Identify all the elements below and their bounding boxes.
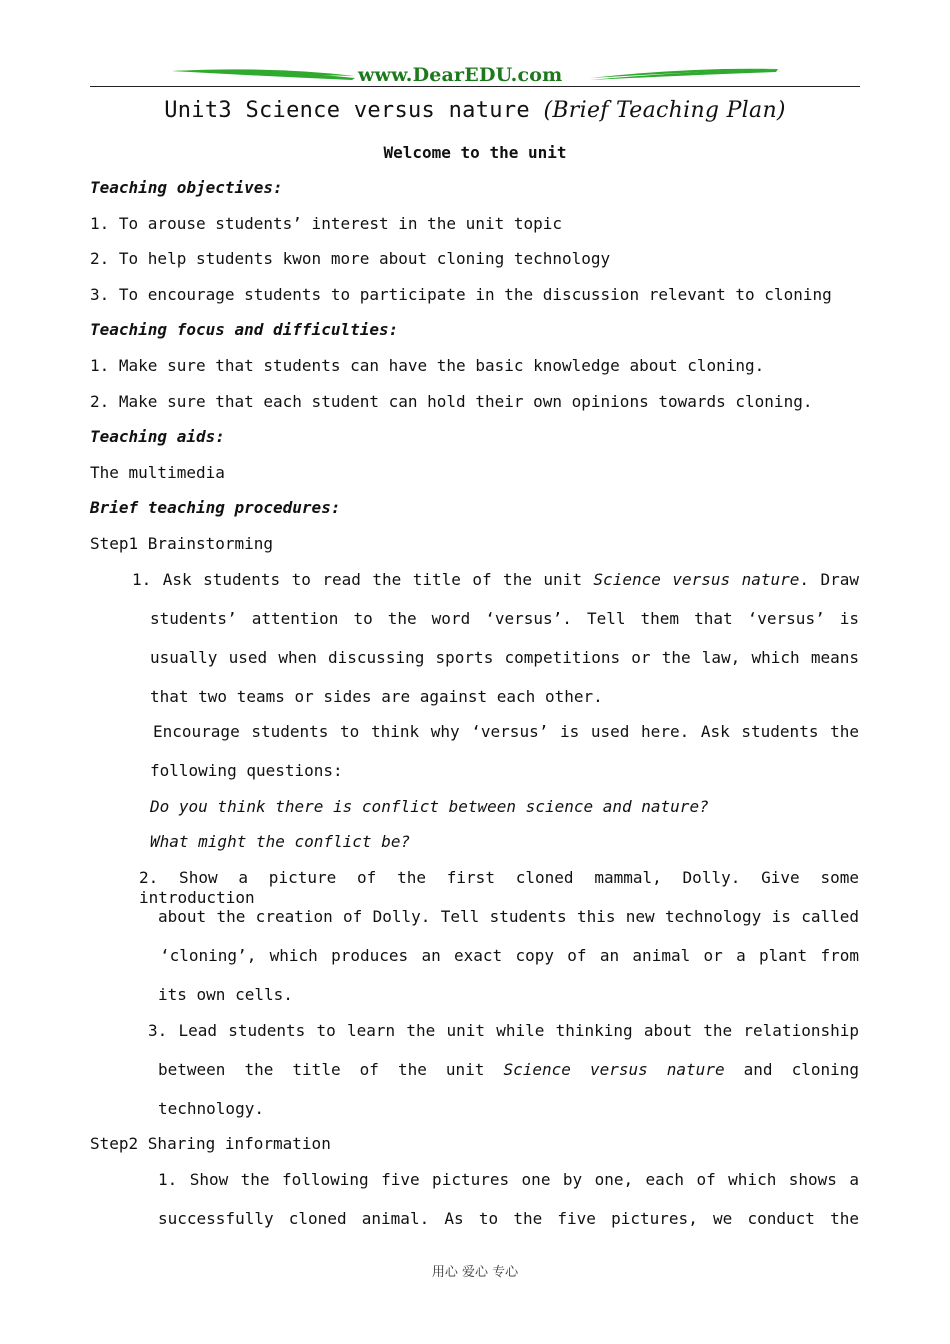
procedures-heading: Brief teaching procedures: xyxy=(90,498,341,517)
focus-heading: Teaching focus and difficulties: xyxy=(90,320,399,339)
step1-item3-line2: between the title of the unit Science versus nature and cloning xyxy=(158,1060,860,1079)
step2-title: Step2 Sharing information xyxy=(90,1134,331,1153)
step1-item2-line2: about the creation of Dolly. Tell students this new technology is called xyxy=(158,907,859,926)
step1-title: Step1 Brainstorming xyxy=(90,534,274,553)
step1-item3-line1: 3. Lead students to learn the unit while thinking about the relationship xyxy=(148,1021,859,1040)
focus-item-1: 1. Make sure that students can have the basic knowledge about cloning. xyxy=(90,356,765,375)
step1-item2-line3: ‘cloning’, which produces an exact copy of an animal or a plant from xyxy=(160,946,859,965)
header-divider xyxy=(90,86,860,87)
title-italic: (Brief Teaching Plan) xyxy=(543,98,786,123)
page-header xyxy=(90,62,860,90)
step1-question-2: What might the conflict be? xyxy=(150,832,411,851)
step1-item1-line3: usually used when discussing sports competitions or the law, which means xyxy=(150,648,859,667)
section-subtitle: Welcome to the unit xyxy=(383,143,567,162)
title-main: Unit3 Science versus nature xyxy=(164,98,544,123)
objective-item-3: 3. To encourage students to participate in the discussion relevant to cloning xyxy=(90,285,832,304)
step1-question-1: Do you think there is conflict between science and nature? xyxy=(150,797,709,816)
aids-text: The multimedia xyxy=(90,463,225,482)
step1-item1-line6: following questions: xyxy=(150,761,343,780)
objective-item-1: 1. To arouse students’ interest in the unit topic xyxy=(90,214,563,233)
objectives-heading: Teaching objectives: xyxy=(90,178,283,197)
step1-item1-line5: Encourage students to think why ‘versus’ is used here. Ask students the xyxy=(153,722,859,741)
page-title xyxy=(0,98,950,123)
step1-item2-line1: 2. Show a picture of the first cloned mammal, Dolly. Give some introduction xyxy=(139,868,859,907)
step1-item1-line4: that two teams or sides are against each other. xyxy=(150,687,603,706)
step1-item3-line3: technology. xyxy=(158,1099,264,1118)
step1-item1-line1: 1. Ask students to read the title of the unit Science versus nature. Draw xyxy=(132,570,860,589)
step2-item1-line1: 1. Show the following five pictures one by one, each of which shows a xyxy=(158,1170,859,1189)
focus-item-2: 2. Make sure that each student can hold their own opinions towards cloning. xyxy=(90,392,813,411)
page-footer: 用心 爱心 专心 xyxy=(431,1265,519,1280)
step2-item1-line2: successfully cloned animal. As to the five pictures, we conduct the xyxy=(158,1209,859,1228)
objective-item-2: 2. To help students kwon more about cloning technology xyxy=(90,249,611,268)
logo-text: www.DearEDU.com xyxy=(358,64,563,86)
step1-item1-line2: students’ attention to the word ‘versus’. Tell them that ‘versus’ is xyxy=(150,609,859,628)
step1-item2-line4: its own cells. xyxy=(158,985,293,1004)
aids-heading: Teaching aids: xyxy=(90,427,225,446)
